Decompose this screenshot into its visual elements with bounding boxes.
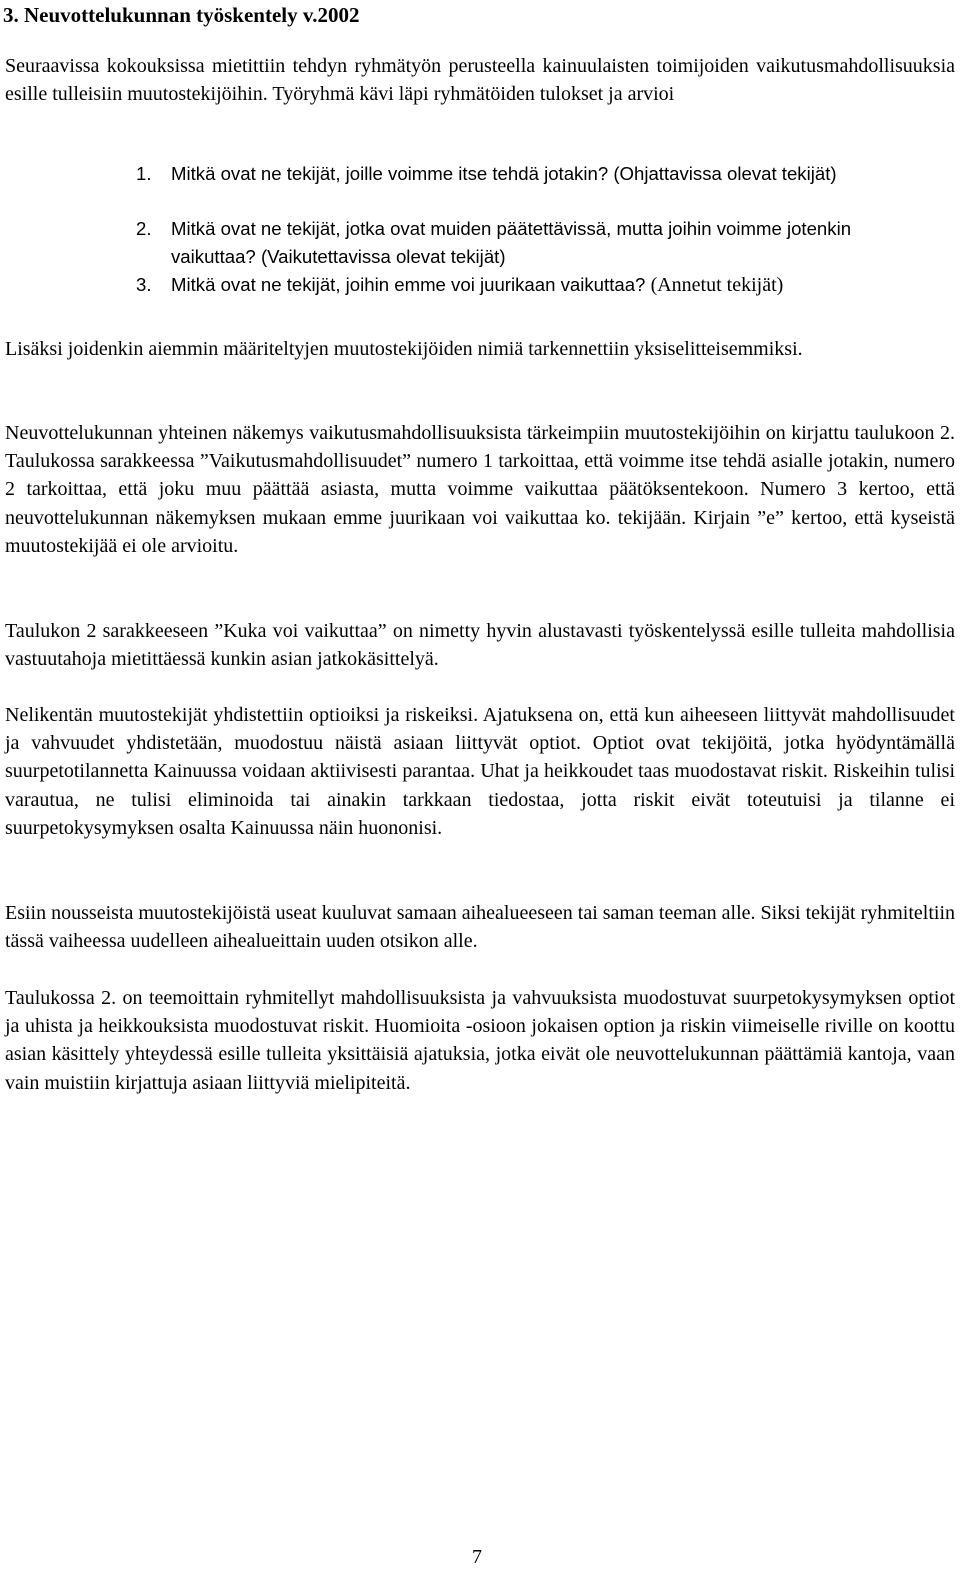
section-heading: 3. Neuvottelukunnan työskentely v.2002 — [3, 3, 360, 27]
list-item-text — [171, 160, 931, 188]
list-item — [0, 215, 960, 271]
body-paragraph: Lisäksi joidenkin aiemmin määriteltyjen muutostekijöiden nimiä tarkennettiin yksiselitteisemmiksi. — [5, 338, 803, 360]
body-paragraph: Taulukossa 2. on teemoittain ryhmitellyt mahdollisuuksista ja vahvuuksista muodostuvat suurpetokysymyksen optiot ja uhista ja heikkouksista muodostuvat riskit. Huomioita -osioon jokaisen option ja riskin viimeiselle riville on koottu asian käsittely yhteydessä esille tulleita yksittäisiä ajatuksia, jotka eivät ole neuvottelukunnan päättämiä kantoja, vaan vain muistiin kirjattuja asiaan liittyviä mielipiteitä. — [5, 987, 955, 1094]
page-number: 7 — [472, 1546, 482, 1568]
list-item — [0, 160, 960, 215]
list-item-number: 2. — [136, 218, 152, 239]
question-text: Mitkä ovat ne tekijät, jotka ovat muiden päätettävissä, mutta joihin voimme jotenkin vaikuttaa? — [171, 218, 852, 267]
question-list — [0, 160, 960, 300]
body-paragraph: Neuvottelukunnan yhteinen näkemys vaikutusmahdollisuuksista tärkeimpiin muutostekijöihin on kirjattu taulukoon 2. Taulukossa sarakkeessa ”Vaikutusmahdollisuudet” numero 1 tarkoittaa, että voimme itse tehdä asialle jotakin, numero 2 tarkoittaa, että joku muu päättää asiasta, mutta voimme vaikuttaa päätöksentekoon. Numero 3 kertoo, että neuvottelukunnan näkemyksen mukaan emme juurikaan voi vaikuttaa ko. tekijään. Kirjain ”e” kertoo, että kyseistä muutostekijää ei ole arvioitu. — [5, 422, 955, 557]
list-item-number: 1. — [136, 163, 152, 184]
body-paragraph: Esiin nousseista muutostekijöistä useat kuuluvat samaan aihealueeseen tai saman teeman alle. Siksi tekijät ryhmiteltiin tässä vaiheessa uudelleen aihealueittain uuden otsikon alle. — [5, 902, 955, 953]
question-note: (Annetut tekijät) — [650, 274, 784, 296]
body-paragraph: Nelikentän muutostekijät yhdistettiin optioiksi ja riskeiksi. Ajatuksena on, että kun aiheeseen liittyvät mahdollisuudet ja vahvuudet yhdistetään, muodostuu näistä asiaan liittyvät optiot. Optiot ovat tekijöitä, jotka hyödyntämällä suurpetotilannetta Kainuussa voidaan aktiivisesti parantaa. Uhat ja heikkoudet taas muodostavat riskit. Riskeihin tulisi varautua, ne tulisi eliminoida tai ainakin tarkkaan tiedostaa, jotta riskit eivät toteutuisi ja tilanne ei suurpetokysymyksen osalta Kainuussa näin huononisi. — [5, 704, 955, 839]
list-item-text — [171, 271, 960, 300]
question-note: (Ohjattavissa olevat tekijät) — [613, 163, 837, 184]
body-paragraph: Taulukon 2 sarakkeeseen ”Kuka voi vaikuttaa” on nimetty hyvin alustavasti työskentelyssä esille tulleita mahdollisia vastuutahoja mietittäessä kunkin asian jatkokäsittelyä. — [5, 620, 955, 671]
list-item-text — [171, 215, 931, 270]
question-text: Mitkä ovat ne tekijät, joille voimme itse tehdä jotakin? — [171, 163, 609, 184]
list-item — [0, 271, 960, 300]
question-text: Mitkä ovat ne tekijät, joihin emme voi juurikaan vaikuttaa? — [171, 274, 646, 295]
list-item-number: 3. — [136, 274, 152, 295]
intro-paragraph: Seuraavissa kokouksissa mietittiin tehdyn ryhmätyön perusteella kainuulaisten toimijoiden vaikutusmahdollisuuksia esille tulleisiin muutostekijöihin. Työryhmä kävi läpi ryhmätöiden tulokset ja arvioi — [5, 55, 955, 106]
question-note: (Vaikutettavissa olevat tekijät) — [260, 245, 506, 267]
